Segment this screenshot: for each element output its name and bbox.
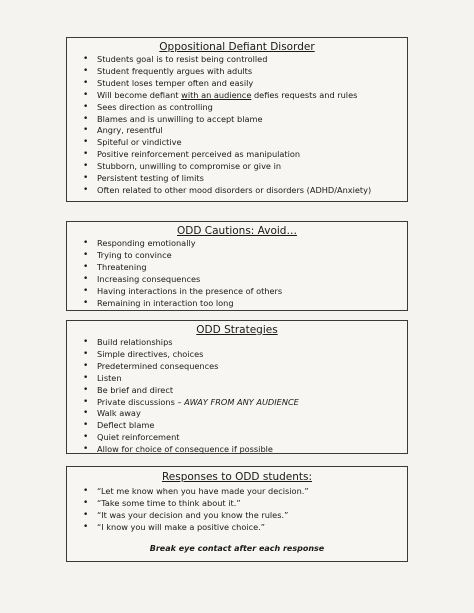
list-item: • Predetermined consequences [67,361,407,373]
item-text: Private discussions – [97,396,185,407]
list-item [67,397,407,409]
bullet-list [67,486,407,534]
bullet-list [67,337,407,456]
list-item: • Allow for choice of consequence if possible [67,444,407,456]
list-item: • Positive reinforcement perceived as manipulation [67,149,407,161]
list-item: • Remaining in interaction too long [67,298,407,310]
list-item: • Increasing consequences [67,274,407,286]
list-item: • Angry, resentful [67,125,407,137]
list-item: • Deflect blame [67,420,407,432]
list-item: • Often related to other mood disorders or disorders (ADHD/Anxiety) [67,185,407,197]
list-item: • “Take some time to think about it.” [67,498,407,510]
list-item: • Stubborn, unwilling to compromise or give in [67,161,407,173]
ood-definition-box [66,37,408,202]
section-title: ODD Cautions: Avoid… [177,225,297,237]
list-item: • “Let me know when you have made your decision.” [67,486,407,498]
odd-strategies-box [66,320,408,454]
list-item: • Quiet reinforcement [67,432,407,444]
list-item: • Simple directives, choices [67,349,407,361]
closing-note: Break eye contact after each response [149,543,325,553]
item-text: Will become defiant [97,89,182,100]
list-item: • Student loses temper often and easily [67,78,407,90]
list-item: • Responding emotionally [67,238,407,250]
italic-text: AWAY FROM ANY AUDIENCE [184,396,299,407]
section-title: Responses to ODD students: [161,471,313,483]
bullet-list [67,54,407,197]
list-item [67,90,407,102]
list-item: • Build relationships [67,337,407,349]
list-item: • Blames and is unwilling to accept blame [67,114,407,126]
list-item: • Walk away [67,408,407,420]
item-text: defies requests and rules [251,89,358,100]
list-item: • “I know you will make a positive choice.” [67,522,407,534]
list-item: • Spiteful or vindictive [67,137,407,149]
list-item: • “It was your decision and you know the rules.” [67,510,407,522]
odd-responses-box [66,466,408,562]
underlined-text: with an audience [181,89,252,100]
odd-cautions-box [66,221,408,311]
list-item: • Be brief and direct [67,385,407,397]
list-item: • Trying to convince [67,250,407,262]
list-item: • Threatening [67,262,407,274]
bullet-list [67,238,407,309]
list-item: • Having interactions in the presence of others [67,286,407,298]
list-item: • Student frequently argues with adults [67,66,407,78]
list-item: • Students goal is to resist being controlled [67,54,407,66]
list-item: • Sees direction as controlling [67,102,407,114]
section-title: ODD Strategies [196,324,278,336]
list-item: • Persistent testing of limits [67,173,407,185]
section-title: Oppositional Defiant Disorder [159,41,315,53]
list-item: • Listen [67,373,407,385]
